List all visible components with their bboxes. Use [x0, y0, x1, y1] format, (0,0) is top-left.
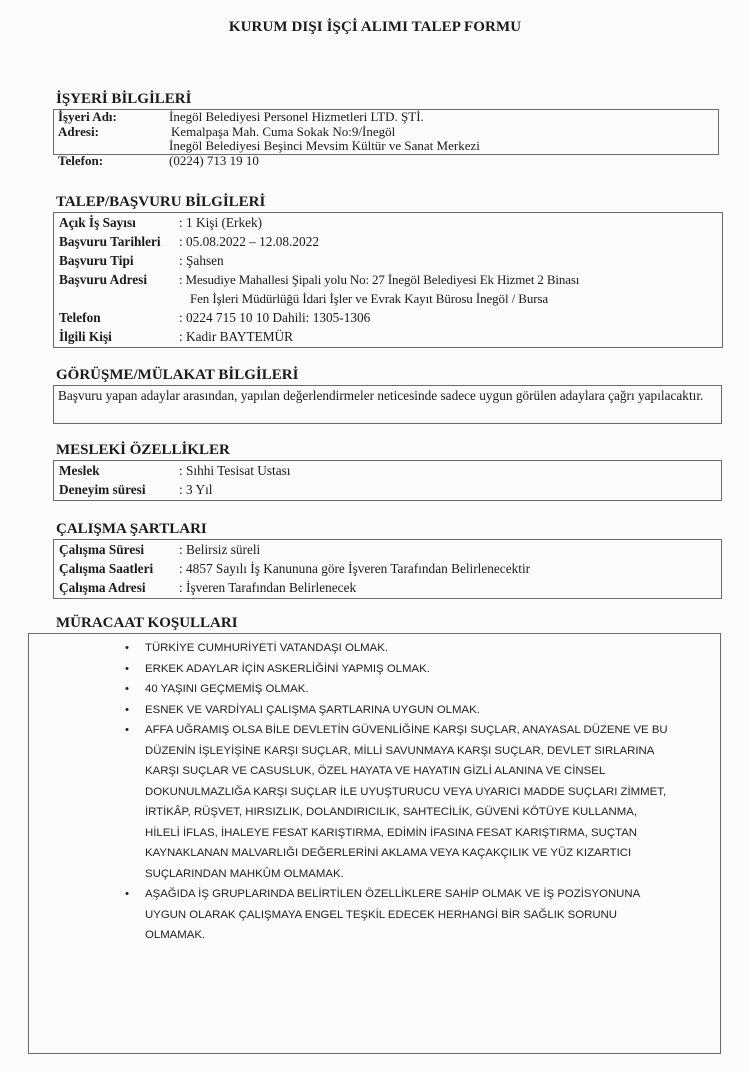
- section-heading-mesleki: MESLEKİ ÖZELLİKLER: [56, 442, 230, 458]
- field-label: Çalışma Adresi: [59, 580, 146, 595]
- mesleki-row: [59, 461, 721, 480]
- field-label: Telefon: [59, 310, 101, 325]
- bullet-icon: •: [125, 703, 129, 716]
- mesleki-row: [59, 480, 721, 499]
- isyeri-box: [53, 109, 719, 168]
- field-value: : 1 Kişi (Erkek): [179, 215, 263, 230]
- calisma-row: [59, 540, 721, 559]
- talep-row: [59, 213, 722, 232]
- field-label: Açık İş Sayısı: [59, 215, 136, 230]
- section-heading-muracaat: MÜRACAAT KOŞULLARI: [56, 615, 238, 631]
- field-value-continuation: İnegöl Belediyesi Beşinci Mevsim Kültür ve Sanat Merkezi: [169, 138, 480, 153]
- isyeri-row: [58, 125, 718, 140]
- condition-item: • TÜRKİYE CUMHURİYETİ VATANDAŞI OLMAK.: [123, 638, 674, 659]
- bullet-icon: •: [125, 642, 129, 654]
- section-heading-calisma: ÇALIŞMA ŞARTLARI: [56, 521, 207, 537]
- condition-item: • 40 YAŞINI GEÇMEMİŞ OLMAK.: [123, 679, 674, 700]
- field-value: (0224) 713 19 10: [169, 152, 259, 168]
- condition-item: • AFFA UĞRAMIŞ OLSA BİLE DEVLETİN GÜVENLİĞİNE KARŞI SUÇLAR, ANAYASAL DÜZENE VE BU DÜZENİN İŞLEYİŞİNE KARŞI SUÇLAR, MİLLİ SAVUNMAYA KARŞI SUÇLAR, DEVLET SIRLARINA KARŞI SUÇLAR VE CASUSLUK, ÖZEL HAYATA VE HAYATIN GİZLİ ALANINA VE CİNSEL DOKUNULMAZLIĞA KARŞI SUÇLAR İLE UYUŞTURUCU VEYA UYARICI MADDE SUÇLARI ZİMMET, İRTİKÂP, RÜŞVET, HIRSIZLIK, DOLANDIRICILIK, SAHTECİLİK, GÜVENİ KÖTÜYE KULLANMA, HİLELİ İFLAS, İHALEYE FESAT KARIŞTIRMA, EDİMİN İFASINA FESAT KARIŞTIRMA, SUÇTAN KAYNAKLANAN MALVARLIĞI DEĞERLERİNİ AKLAMA VEYA KAÇAKÇILIK VE YÜZ KIZARTICI SUÇLARINDAN MAHKÛM OLMAMAK.: [123, 720, 674, 884]
- section-heading-isyeri: İŞYERİ BİLGİLERİ: [56, 91, 192, 107]
- field-value: : İşveren Tarafından Belirlenecek: [179, 580, 357, 595]
- bullet-icon: •: [125, 662, 129, 675]
- condition-item: • ERKEK ADAYLAR İÇİN ASKERLİĞİNİ YAPMIŞ OLMAK.: [123, 659, 674, 680]
- field-value: : Mesudiye Mahallesi Şipali yolu No: 27 İnegöl Belediyesi Ek Hizmet 2 Binası: [179, 272, 580, 287]
- mesleki-box: [53, 460, 722, 501]
- field-value: : 4857 Sayılı İş Kanununa göre İşveren Tarafından Belirlenecektir: [179, 561, 531, 576]
- field-value-continuation: Fen İşleri Müdürlüğü İdari İşler ve Evrak Kayıt Bürosu İnegöl / Bursa: [190, 291, 549, 306]
- field-value: : 05.08.2022 – 12.08.2022: [179, 234, 319, 249]
- field-label: Telefon:: [58, 152, 104, 168]
- condition-item: • ESNEK VE VARDİYALI ÇALIŞMA ŞARTLARINA UYGUN OLMAK.: [123, 700, 674, 721]
- talep-row: [59, 327, 722, 346]
- field-value: : 0224 715 10 10 Dahili: 1305-1306: [179, 310, 371, 325]
- isyeri-row: [58, 139, 718, 154]
- field-value: : Belirsiz süreli: [179, 542, 261, 557]
- field-label: Başvuru Adresi: [59, 272, 148, 287]
- form-title: KURUM DIŞI İŞÇİ ALIMI TALEP FORMU: [228, 19, 522, 35]
- talep-row: [59, 251, 722, 270]
- bullet-icon: •: [125, 724, 129, 736]
- conditions-list: [123, 638, 674, 946]
- condition-item: • AŞAĞIDA İŞ GRUPLARINDA BELİRTİLEN ÖZELLİKLERE SAHİP OLMAK VE İŞ POZİSYONUNA UYGUN OLARAK ÇALIŞMAYA ENGEL TEŞKİL EDECEK HERHANGİ BİR SAĞLIK SORUNU OLMAMAK.: [123, 884, 674, 946]
- talep-row: [59, 289, 722, 308]
- field-label: İlgili Kişi: [59, 329, 112, 344]
- gorusme-text: Başvuru yapan adaylar arasından, yapılan değerlendirmeler neticesinde sadece uygun görülen adaylara çağrı yapılacaktır.: [58, 388, 704, 403]
- field-label: Meslek: [59, 463, 100, 478]
- field-value: : Şahsen: [179, 253, 224, 268]
- field-label: Çalışma Saatleri: [59, 561, 154, 576]
- isyeri-row: [58, 110, 718, 125]
- field-label: Çalışma Süresi: [59, 542, 145, 557]
- field-label: Başvuru Tarihleri: [59, 234, 161, 249]
- section-heading-gorusme: GÖRÜŞME/MÜLAKAT BİLGİLERİ: [56, 367, 299, 383]
- gorusme-box: [53, 385, 722, 424]
- field-value: İnegöl Belediyesi Personel Hizmetleri LTD. ŞTİ.: [169, 109, 424, 124]
- field-value: : Sıhhi Tesisat Ustası: [179, 463, 291, 478]
- field-value: : 3 Yıl: [179, 482, 213, 497]
- bullet-icon: •: [125, 888, 129, 900]
- section-heading-talep: TALEP/BAŞVURU BİLGİLERİ: [56, 194, 266, 210]
- talep-row: [59, 308, 722, 327]
- field-label: Başvuru Tipi: [59, 253, 134, 268]
- calisma-row: [59, 578, 721, 597]
- calisma-row: [59, 559, 721, 578]
- muracaat-box: [28, 633, 721, 1054]
- field-value: : Kadir BAYTEMÜR: [179, 329, 294, 344]
- isyeri-row: [58, 154, 718, 169]
- field-label: İşyeri Adı:: [58, 109, 117, 124]
- talep-row: [59, 270, 722, 289]
- field-value: Kemalpaşa Mah. Cuma Sokak No:9/İnegöl: [171, 123, 396, 139]
- calisma-box: [53, 539, 722, 599]
- talep-row: [59, 232, 722, 251]
- bullet-icon: •: [125, 683, 129, 695]
- field-label: Deneyim süresi: [59, 482, 146, 497]
- field-label: Adresi:: [58, 123, 99, 139]
- talep-box: [53, 212, 723, 348]
